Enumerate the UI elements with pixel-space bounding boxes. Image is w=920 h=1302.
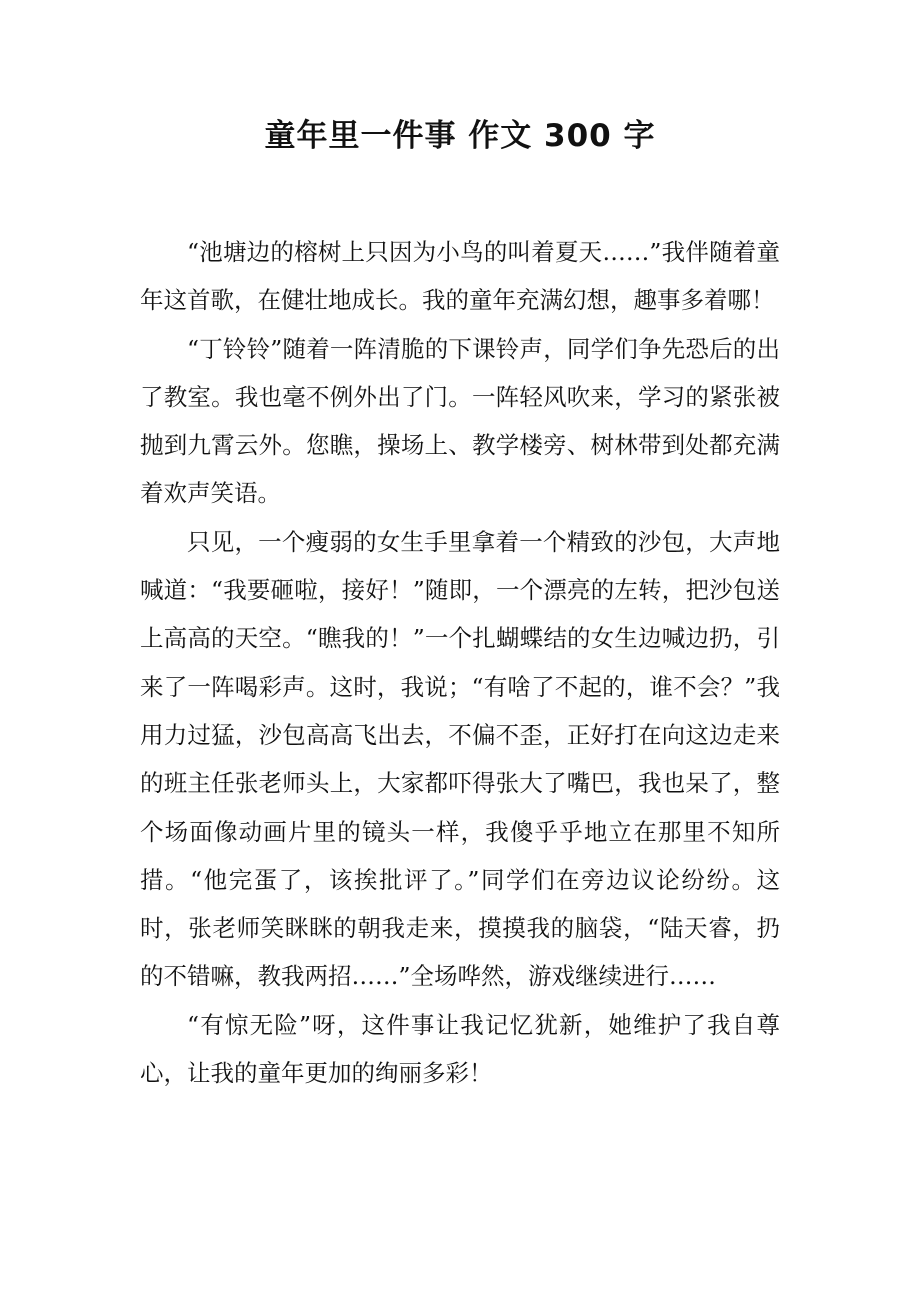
paragraph-1: “池塘边的榕树上只因为小鸟的叫着夏天……”我伴随着童年这首歌，在健壮地成长。我的童年充满幻想，趣事多着哪！	[140, 238, 780, 315]
paragraph-3: 只见，一个瘦弱的女生手里拿着一个精致的沙包，大声地喊道：“我要砸啦，接好！”随即，一个漂亮的左转，把沙包送上高高的天空。“瞧我的！”一个扎蝴蝶结的女生边喊边扔，引来了一阵喝彩声。这时，我说；“有啥了不起的，谁不会？”我用力过猛，沙包高高飞出去，不偏不歪，正好打在向这边走来的班主任张老师头上，大家都吓得张大了嘴巴，我也呆了，整个场面像动画片里的镜头一样，我傻乎乎地立在那里不知所措。“他完蛋了，该挨批评了。”同学们在旁边议论纷纷。这时，张老师笑眯眯的朝我走来，摸摸我的脑袋，“陆天睿，扔的不错嘛，教我两招……”全场哗然，游戏继续进行……	[140, 527, 780, 991]
document-body	[140, 228, 780, 1097]
paragraph-2: “丁铃铃”随着一阵清脆的下课铃声，同学们争先恐后的出了教室。我也毫不例外出了门。一阵轻风吹来，学习的紧张被抛到九霄云外。您瞧，操场上、教学楼旁、树林带到处都充满着欢声笑语。	[140, 334, 780, 508]
paragraph-4: “有惊无险”呀，这件事让我记忆犹新，她维护了我自尊心，让我的童年更加的绚丽多彩！	[140, 1010, 780, 1088]
document-title: 童年里一件事 作文 300 字	[264, 118, 656, 154]
